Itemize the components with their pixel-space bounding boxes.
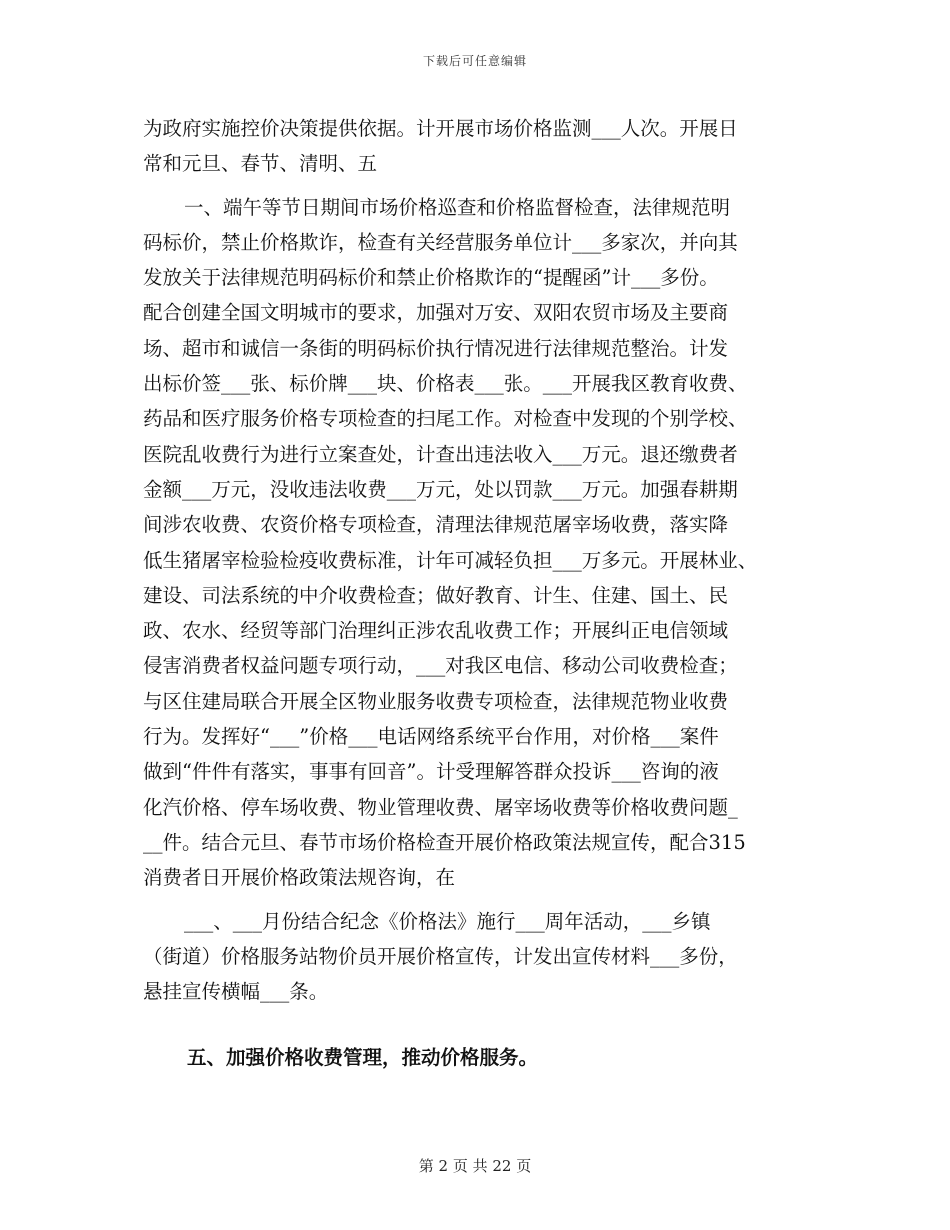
text-line: 金额___万元，没收违法收费___万元，处以罚款___万元。加强春耕期 [143, 477, 738, 501]
body-text [143, 111, 813, 1009]
text-line: 化汽价格、停车场收费、物业管理收费、屠宰场收费等价格收费问题_ [143, 795, 738, 819]
text-line: 政、农水、经贸等部门治理纠正涉农乱收费工作；开展纠正电信领域 [143, 619, 729, 643]
text-line: 配合创建全国文明城市的要求，加强对万安、双阳农贸市场及主要商 [143, 301, 729, 325]
page-number: 第 2 页 共 22 页 [418, 1157, 532, 1175]
text-line: 低生猪屠宰检验检疫收费标准，计年可减轻负担___万多元。开展林业、 [143, 548, 758, 572]
section-heading: 五、加强价格收费管理，推动价格服务。 [187, 1046, 539, 1069]
text-line: 与区住建局联合开展全区物业服务收费专项检查，法律规范物业收费 [143, 689, 729, 713]
text-line: 悬挂宣传横幅___条。 [143, 980, 329, 1004]
text-line: 发放关于法律规范明码标价和禁止价格欺诈的“提醒函”计___多份。 [143, 266, 719, 290]
text-line: 行为。发挥好“___”价格___电话网络系统平台作用，对价格___案件 [143, 725, 719, 749]
text-line: __件。结合元旦、春节市场价格检查开展价格政策法规宣传，配合315 [143, 830, 746, 854]
text-line: 建设、司法系统的中介收费检查；做好教育、计生、住建、国土、民 [143, 583, 729, 607]
paragraph [143, 904, 813, 1010]
text-line: 做到“件件有落实，事事有回音”。计受理解答群众投诉___咨询的液 [143, 760, 719, 784]
paragraph [143, 190, 813, 896]
text-line: （街道）价格服务站物价员开展价格宣传，计发出宣传材料___多份， [143, 944, 738, 968]
page-header: 下载后可任意编辑 [422, 54, 527, 68]
text-line: 为政府实施控价决策提供依据。计开展市场价格监测___人次。开展日 [143, 117, 738, 140]
text-line: 医院乱收费行为进行立案查处，计查出违法收入___万元。退还缴费者 [143, 442, 738, 466]
text-line: 常和元旦、春节、清明、五 [143, 152, 378, 176]
text-line: 场、超市和诚信一条街的明码标价执行情况进行法律规范整治。计发 [143, 336, 729, 360]
paragraph [143, 111, 813, 182]
text-line: ___、___月份结合纪念《价格法》施行___周年活动，___乡镇 [184, 909, 711, 933]
text-line: 药品和医疗服务价格专项检查的扫尾工作。对检查中发现的个别学校、 [143, 407, 748, 431]
text-line: 间涉农收费、农资价格专项检查，清理法律规范屠宰场收费，落实降 [143, 513, 729, 537]
text-line: 出标价签___张、标价牌___块、价格表___张。___开展我区教育收费、 [143, 372, 748, 396]
text-line: 码标价，禁止价格欺诈，检查有关经营服务单位计___多家次，并向其 [143, 230, 738, 254]
text-line: 侵害消费者权益问题专项行动，___对我区电信、移动公司收费检查； [143, 654, 738, 678]
text-line: 一、端午等节日期间市场价格巡查和价格监督检查，法律规范明 [184, 195, 731, 219]
text-line: 消费者日开展价格政策法规咨询，在 [143, 866, 456, 890]
